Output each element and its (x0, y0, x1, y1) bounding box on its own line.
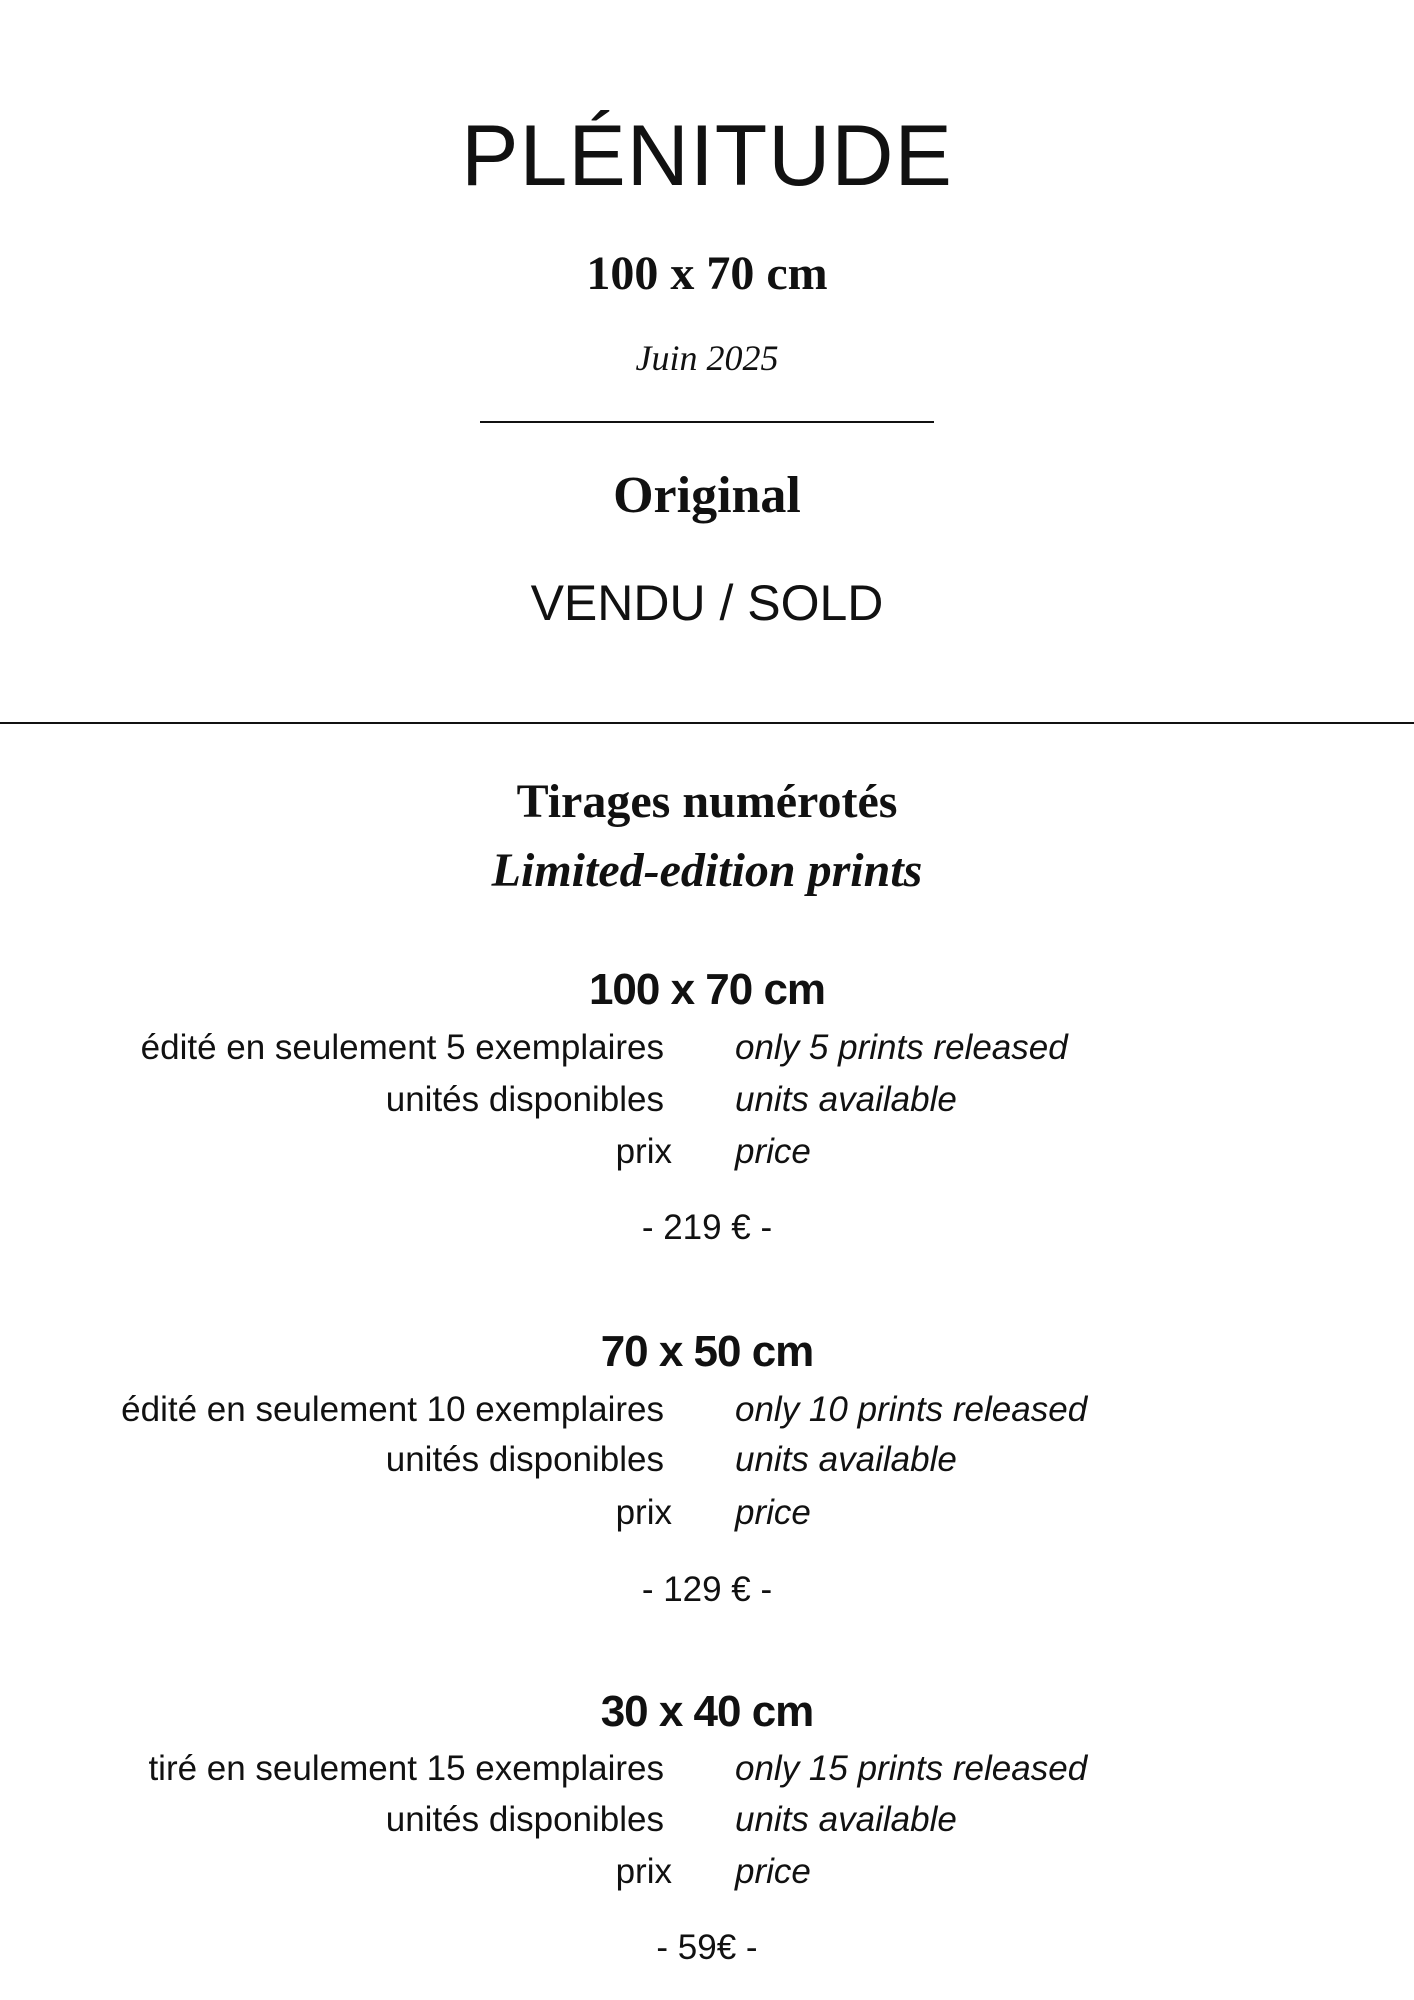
edition-count-row (0, 1749, 1414, 1789)
page-title: PLÉNITUDE (461, 108, 953, 204)
original-heading: Original (613, 467, 801, 524)
edition-size: 100 x 70 cm (588, 965, 826, 1014)
artwork-date: Juin 2025 (635, 338, 779, 378)
title-divider (480, 421, 934, 423)
price-label-fr: prix (615, 1852, 672, 1891)
edition-size: 70 x 50 cm (600, 1327, 814, 1376)
edition-count-en: only 10 prints released (735, 1390, 1088, 1429)
price-label-row (0, 1493, 1414, 1533)
availability-row (0, 1080, 1414, 1120)
availability-en: units available (735, 1080, 957, 1119)
price-value: - 219 € - (641, 1208, 773, 1247)
artwork-size: 100 x 70 cm (586, 247, 828, 300)
edition-count-row (0, 1028, 1414, 1068)
edition-count-en: only 5 prints released (735, 1028, 1068, 1067)
edition-count-fr: édité en seulement 5 exemplaires (140, 1028, 664, 1067)
availability-en: units available (735, 1800, 957, 1839)
price-label-row (0, 1852, 1414, 1892)
edition-block (0, 1327, 1414, 1630)
price-value: - 59€ - (656, 1928, 758, 1967)
section-divider (0, 722, 1414, 724)
price-label-fr: prix (615, 1132, 672, 1171)
price-label-row (0, 1132, 1414, 1172)
edition-count-fr: édité en seulement 10 exemplaires (121, 1390, 664, 1429)
availability-row (0, 1440, 1414, 1480)
availability-fr: unités disponibles (385, 1080, 664, 1119)
price-label-en: price (735, 1493, 811, 1532)
edition-size: 30 x 40 cm (600, 1687, 814, 1736)
price-value: - 129 € - (641, 1570, 773, 1609)
availability-fr: unités disponibles (385, 1800, 664, 1839)
prints-heading-en: Limited-edition prints (491, 844, 923, 897)
edition-count-en: only 15 prints released (735, 1749, 1088, 1788)
edition-count-fr: tiré en seulement 15 exemplaires (148, 1749, 664, 1788)
availability-row (0, 1800, 1414, 1840)
edition-block (0, 1687, 1414, 1990)
edition-block (0, 965, 1414, 1268)
prints-heading-fr: Tirages numérotés (516, 775, 898, 828)
edition-count-row (0, 1390, 1414, 1430)
availability-fr: unités disponibles (385, 1440, 664, 1479)
price-label-en: price (735, 1132, 811, 1171)
original-status: VENDU / SOLD (530, 575, 884, 631)
availability-en: units available (735, 1440, 957, 1479)
price-label-en: price (735, 1852, 811, 1891)
price-label-fr: prix (615, 1493, 672, 1532)
